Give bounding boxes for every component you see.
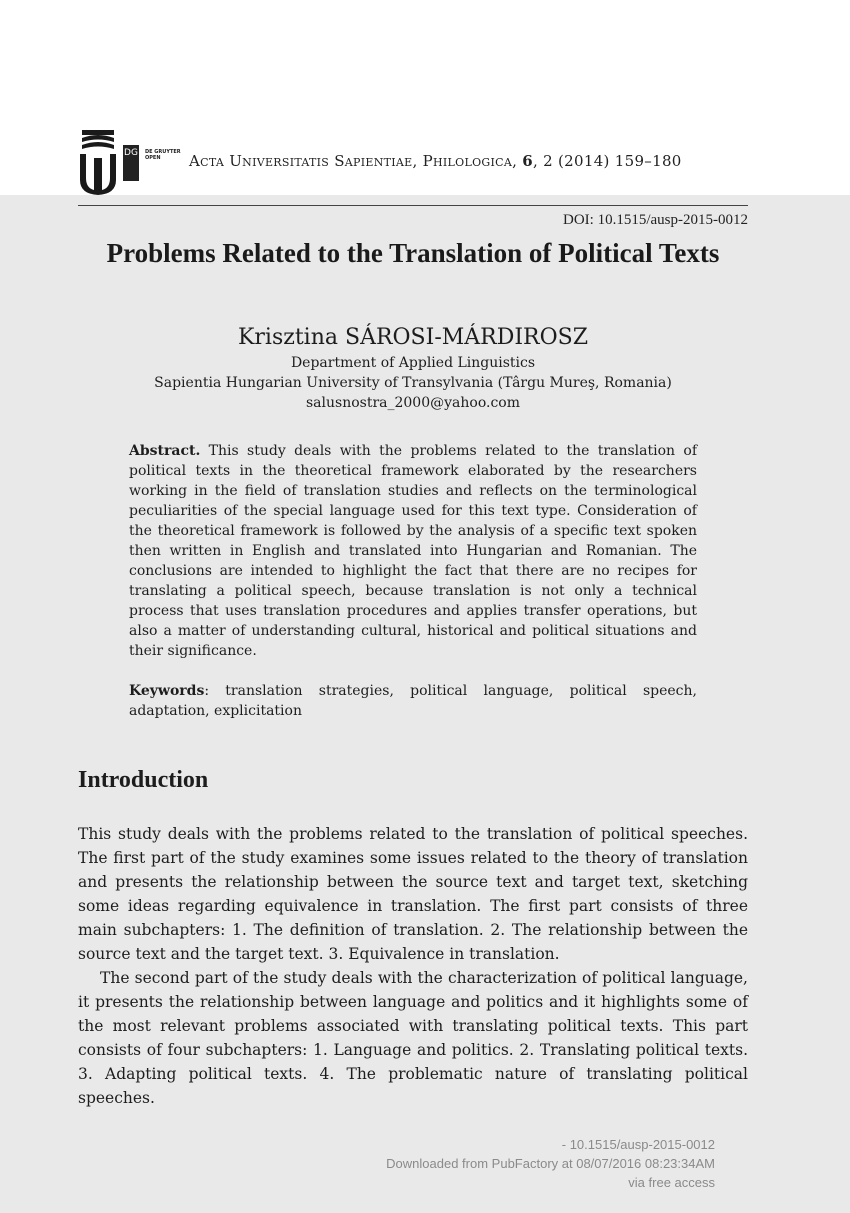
section-heading-introduction: Introduction xyxy=(78,767,209,793)
journal-citation xyxy=(189,152,682,170)
author-name: Krisztina SÁROSI-MÁRDIROSZ xyxy=(237,325,589,350)
doi: DOI: 10.1515/ausp-2015-0012 xyxy=(563,212,748,228)
paragraph: This study deals with the problems related to the translation of political speeches. The first part of the study examines some issues related to the theory of translation and presents the relationship between the source text and target text, sketching some ideas regarding equivalence in translation. The first part consists of three main subchapters: 1. The definition of translation. 2. The relationship between the source text and the target text. 3. Equivalence in translation. xyxy=(78,825,748,963)
download-footer xyxy=(386,1135,715,1192)
footer-access: via free access xyxy=(628,1175,715,1190)
footer-download-info: Downloaded from PubFactory at 08/07/2016 08:23:34AM xyxy=(386,1156,715,1171)
journal-volume: 6 xyxy=(522,152,533,170)
paragraph: The second part of the study deals with the characterization of political language, it presents the relationship between language and politics and it highlights some of the most relevant problems associated with translating political texts. This part consists of four subchapters: 1. Language and politics. 2. Translating political texts. 3. Adapting political texts. 4. The problematic nature of translating political speeches. xyxy=(78,969,748,1107)
author-email: salusnostra_2000@yahoo.com xyxy=(305,395,520,411)
article-title: Problems Related to the Translation of Political Texts xyxy=(106,238,720,268)
university: Sapientia Hungarian University of Transylvania (Târgu Mureş, Romania) xyxy=(154,375,672,391)
author-affiliation xyxy=(78,353,748,413)
keywords-label: Keywords xyxy=(129,683,205,699)
department: Department of Applied Linguistics xyxy=(290,355,536,371)
journal-name: Acta Universitatis Sapientiae, Philologica, xyxy=(189,152,523,170)
keywords xyxy=(129,681,697,721)
header-rule xyxy=(78,205,748,206)
keywords-text: : translation strategies, political language, political speech, adaptation, explicitation xyxy=(129,683,697,719)
publisher-name: DE GRUYTER OPEN xyxy=(145,149,181,161)
introduction-body xyxy=(78,822,748,1110)
footer-doi: - 10.1515/ausp-2015-0012 xyxy=(561,1137,715,1152)
abstract xyxy=(129,441,697,661)
university-logo-icon xyxy=(78,128,118,196)
abstract-text: This study deals with the problems related to the translation of political texts in the theoretical framework elaborated by the researchers working in the field of translation studies and reflects on the terminological peculiarities of the special language used for this text type. Consideration of the theoretical framework is followed by the analysis of a specific text spoken then written in English and translated into Hungarian and Romanian. The conclusions are intended to highlight the fact that there are no recipes for translating a political speech, because translation is not only a technical process that uses translation procedures and applies transfer operations, but also a matter of understanding cultural, historical and political situations and their significance. xyxy=(129,443,697,659)
de-gruyter-open-logo: DG xyxy=(123,145,139,181)
abstract-label: Abstract. xyxy=(129,443,201,459)
publisher-logo xyxy=(123,145,181,181)
journal-issue-pages: , 2 (2014) 159–180 xyxy=(532,152,682,170)
